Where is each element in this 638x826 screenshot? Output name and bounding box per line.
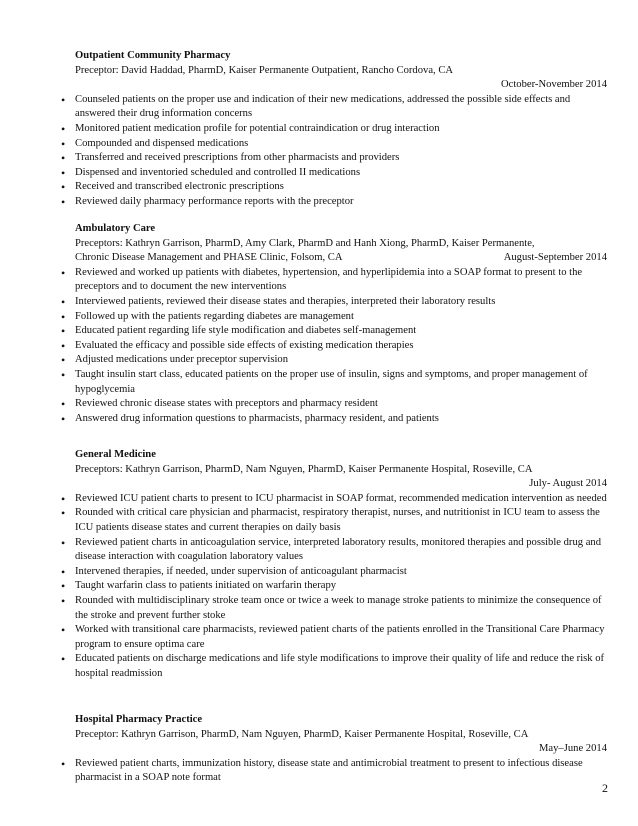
date-range: October-November 2014 bbox=[501, 79, 607, 91]
list-item: • Educated patients on discharge medications and life style modifications to improve their quality of life and reduce the risk of hospital readmission bbox=[75, 652, 607, 681]
list-item: • Educated patient regarding life style modification and diabetes self-management bbox=[75, 324, 607, 339]
list-item: • Transferred and received prescriptions from other pharmacists and providers bbox=[75, 151, 607, 166]
preceptor-line: Preceptor: David Haddad, PharmD, Kaiser Permanente Outpatient, Rancho Cordova, CA bbox=[75, 64, 454, 76]
section-title: Hospital Pharmacy Practice bbox=[75, 714, 203, 725]
list-item: • Compounded and dispensed medications bbox=[75, 137, 607, 152]
list-item: • Taught insulin start class, educated patients on the proper use of insulin, signs and symptoms, and proper management of hypoglycemia bbox=[75, 368, 607, 397]
preceptor-line-2 bbox=[75, 251, 607, 266]
clinic-text: Chronic Disease Management and PHASE Clinic, Folsom, CA bbox=[75, 252, 343, 264]
page-number: 2 bbox=[602, 781, 608, 795]
list-item: • Reviewed chronic disease states with preceptors and pharmacy resident bbox=[75, 397, 607, 412]
list-item: • Taught warfarin class to patients initiated on warfarin therapy bbox=[75, 579, 607, 594]
list-item: • Rounded with critical care physician and pharmacist, respiratory therapist, nurses, and nutritionist in ICU team to assess the ICU patients disease states and current therapies on daily basis bbox=[75, 506, 607, 535]
list-item: • Reviewed patient charts in anticoagulation service, interpreted laboratory results, monitored therapies and possible drug and disease interaction with coagulation laboratory values bbox=[75, 536, 607, 565]
section-title: Ambulatory Care bbox=[75, 223, 156, 234]
list-item: • Reviewed daily pharmacy performance reports with the preceptor bbox=[75, 195, 607, 210]
list-item: • Worked with transitional care pharmacists, reviewed patient charts of the patients enrolled in the Transitional Care Pharmacy program to ensure optima care bbox=[75, 623, 607, 652]
bullet-list bbox=[75, 492, 607, 682]
bullet-list bbox=[75, 93, 607, 210]
list-item: • Reviewed ICU patient charts to present to ICU pharmacist in SOAP format, recommended medication intervention as needed bbox=[75, 492, 607, 507]
date-range: July- August 2014 bbox=[529, 478, 607, 490]
section-title: Outpatient Community Pharmacy bbox=[75, 50, 231, 61]
date-range: May–June 2014 bbox=[539, 743, 607, 755]
section-general-medicine bbox=[75, 448, 607, 682]
bullet-list bbox=[75, 266, 607, 427]
list-item: • Counseled patients on the proper use and indication of their new medications, addressed the possible side effects and answered their drug information concerns bbox=[75, 93, 607, 122]
list-item: • Evaluated the efficacy and possible side effects of existing medication therapies bbox=[75, 339, 607, 354]
section-outpatient-community-pharmacy bbox=[75, 49, 607, 210]
section-hospital-pharmacy-practice bbox=[75, 713, 607, 786]
list-item: • Reviewed patient charts, immunization history, disease state and antimicrobial treatment to present to infectious disease pharmacist in a SOAP note format bbox=[75, 757, 607, 786]
list-item: • Interviewed patients, reviewed their disease states and therapies, interpreted their laboratory results bbox=[75, 295, 607, 310]
list-item: • Received and transcribed electronic prescriptions bbox=[75, 180, 607, 195]
preceptor-line: Preceptor: Kathryn Garrison, PharmD, Nam Nguyen, PharmD, Kaiser Permanente Hospital, Roseville, CA bbox=[75, 728, 529, 740]
list-item: • Answered drug information questions to pharmacists, pharmacy resident, and patients bbox=[75, 412, 607, 427]
preceptor-line: Preceptors: Kathryn Garrison, PharmD, Nam Nguyen, PharmD, Kaiser Permanente Hospital, Roseville, CA bbox=[75, 463, 533, 475]
preceptor-line: Preceptors: Kathryn Garrison, PharmD, Amy Clark, PharmD and Hanh Xiong, PharmD, Kaiser Permanente, bbox=[75, 237, 535, 249]
list-item: • Monitored patient medication profile for potential contraindication or drug interaction bbox=[75, 122, 607, 137]
list-item: • Intervened therapies, if needed, under supervision of anticoagulant pharmacist bbox=[75, 565, 607, 580]
section-title: General Medicine bbox=[75, 449, 156, 460]
list-item: • Dispensed and inventoried scheduled and controlled II medications bbox=[75, 166, 607, 181]
list-item: • Reviewed and worked up patients with diabetes, hypertension, and hyperlipidemia into a SOAP format to present to the preceptors and to document the new interventions bbox=[75, 266, 607, 295]
date-range: August-September 2014 bbox=[503, 252, 607, 264]
list-item: • Rounded with multidisciplinary stroke team once or twice a week to manage stroke patients to minimize the consequence of the stroke and prevent further stoke bbox=[75, 594, 607, 623]
list-item: • Followed up with the patients regarding diabetes are management bbox=[75, 310, 607, 325]
section-ambulatory-care bbox=[75, 222, 607, 426]
list-item: • Adjusted medications under preceptor supervision bbox=[75, 353, 607, 368]
bullet-list bbox=[75, 757, 607, 786]
